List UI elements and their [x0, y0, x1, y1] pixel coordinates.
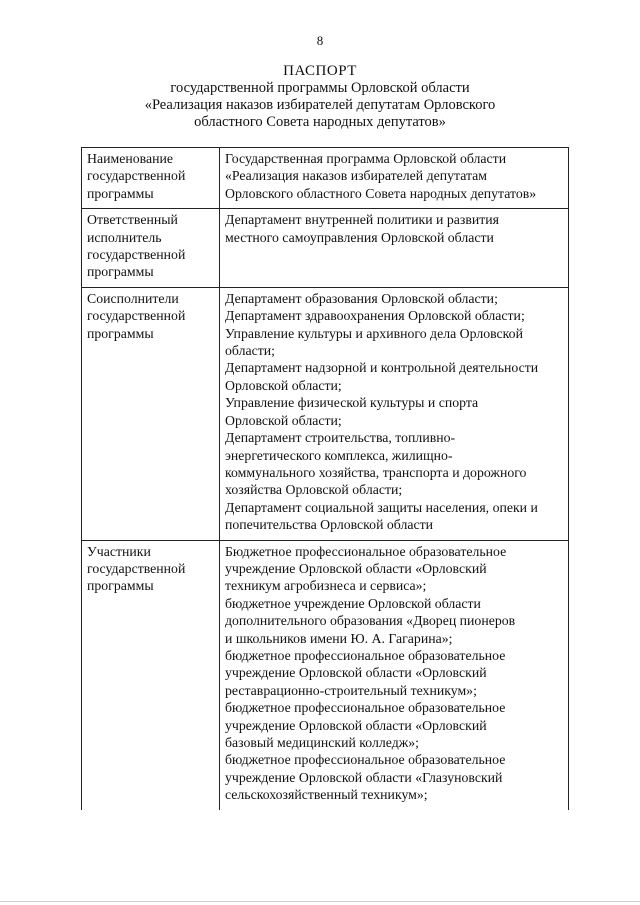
value-line: Департамент образования Орловской области;	[225, 290, 498, 306]
value-line: попечительства Орловской области	[225, 517, 434, 533]
label-line: Участники	[87, 543, 151, 559]
row-label-participants	[82, 540, 220, 810]
value-line: Государственная программа Орловской области	[225, 151, 507, 166]
row-value-name	[220, 148, 569, 209]
value-line: бюджетное профессиональное образовательное	[225, 647, 506, 663]
page-number: 8	[316, 33, 324, 48]
value-line: области;	[225, 343, 275, 359]
value-line: Орловского областного Совета народных депутатов»	[225, 185, 537, 201]
value-line: бюджетное профессиональное образовательное	[225, 700, 506, 716]
value-line: местного самоуправления Орловской области	[225, 229, 494, 245]
label-line: программы	[87, 185, 154, 201]
passport-table	[81, 147, 569, 810]
label-line: государственной	[87, 308, 186, 324]
value-line: Департамент социальной защиты населения, опеки и	[225, 499, 538, 515]
label-line: программы	[87, 578, 154, 594]
value-line: хозяйства Орловской области;	[225, 482, 403, 498]
table-row	[82, 287, 569, 540]
row-label-name	[82, 148, 220, 209]
label-line: Ответственный	[87, 212, 178, 228]
value-line: Бюджетное профессиональное образовательное	[225, 543, 507, 559]
label-line: программы	[87, 264, 154, 280]
value-line: Департамент надзорной и контрольной деятельности	[225, 360, 539, 376]
value-line: Департамент внутренней политики и развития	[225, 212, 499, 228]
table-row	[82, 209, 569, 288]
label-line: программы	[87, 325, 154, 341]
value-line: техникум агробизнеса и сервиса»;	[225, 578, 427, 594]
value-line: учреждение Орловской области «Орловский	[225, 560, 487, 576]
label-line: Соисполнители	[87, 290, 179, 306]
value-line: коммунального хозяйства, транспорта и дорожного	[225, 464, 527, 480]
value-line: Орловской области;	[225, 412, 342, 428]
document-title: ПАСПОРТ	[283, 63, 357, 79]
row-value-responsible	[220, 209, 569, 288]
document-heading	[0, 63, 640, 131]
label-line: Наименование	[87, 151, 173, 166]
value-line: учреждение Орловской области «Орловский	[225, 717, 487, 733]
row-value-co-executors	[220, 287, 569, 540]
document-subtitle-line: государственной программы Орловской области	[170, 80, 470, 96]
value-line: бюджетное профессиональное образовательное	[225, 752, 506, 768]
label-line: государственной	[87, 247, 186, 263]
value-line: энергетического комплекса, жилищно-	[225, 447, 453, 463]
table-row	[82, 148, 569, 209]
value-line: Управление культуры и архивного дела Орловской	[225, 325, 523, 341]
value-line: Департамент здравоохранения Орловской области;	[225, 308, 525, 324]
value-line: и школьников имени Ю. А. Гагарина»;	[225, 630, 453, 646]
value-line: Департамент строительства, топливно-	[225, 430, 456, 446]
value-line: учреждение Орловской области «Орловский	[225, 665, 487, 681]
row-value-participants	[220, 540, 569, 810]
value-line: Управление физической культуры и спорта	[225, 395, 479, 411]
document-subtitle-line: областного Совета народных депутатов»	[194, 114, 446, 130]
row-label-responsible	[82, 209, 220, 288]
label-line: государственной	[87, 560, 186, 576]
value-line: Орловской области;	[225, 377, 342, 393]
value-line: дополнительного образования «Дворец пионеров	[225, 613, 516, 629]
value-line: реставрационно-строительный техникум»;	[225, 682, 477, 698]
label-line: государственной	[87, 168, 186, 184]
value-line: «Реализация наказов избирателей депутатам	[225, 168, 488, 184]
value-line: бюджетное учреждение Орловской области	[225, 595, 481, 611]
scan-edge-divider	[0, 901, 640, 902]
row-label-co-executors	[82, 287, 220, 540]
document-subtitle-line: «Реализация наказов избирателей депутатам Орловского	[144, 97, 496, 113]
table-row	[82, 540, 569, 810]
value-line: учреждение Орловской области «Глазуновский	[225, 769, 503, 785]
value-line: базовый медицинский колледж»;	[225, 735, 420, 750]
label-line: исполнитель	[87, 229, 162, 245]
value-line: сельскохозяйственный техникум»;	[225, 787, 428, 803]
